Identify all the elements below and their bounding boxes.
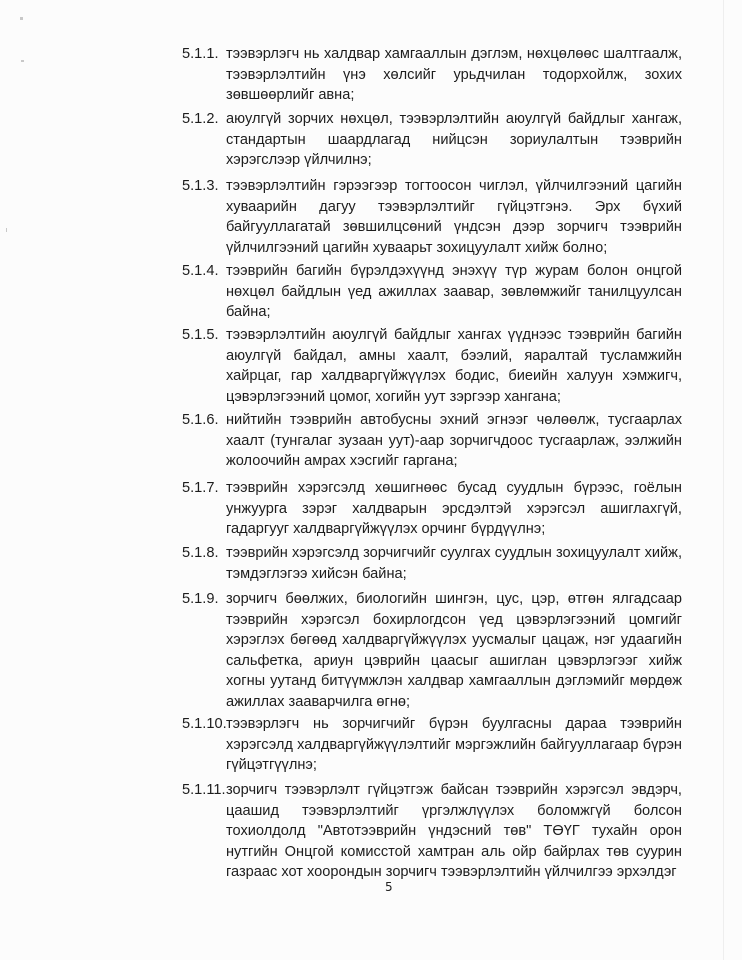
clause-number: 5.1.2. <box>182 111 219 127</box>
clause-number: 5.1.10. <box>182 716 227 732</box>
clause-text: тээвэрлэлтийн гэрээгээр тогтоосон чиглэл, үйлчилгээний цагийн хуваарийн дагуу тээвэрлэлтийг гүйцэтгэнэ. Эрх бүхий байгууллагатай зөвшилцсөний үндсэн дээр зорчигч тээврийн үйлчилгээний цагийн хуваарьт зохицуулалт хийж болно; <box>226 178 682 256</box>
clause-text: тээвэрлэгч нь халдвар хамгааллын дэглэм, нөхцөлөөс шалтгаалж, тээвэрлэлтийн үнэ хөлсийг урьдчилан тодорхойлж, зохих зөвшөөрлийг авна; <box>226 46 682 104</box>
clause-5-1-1 <box>182 44 682 106</box>
clause-number: 5.1.6. <box>182 412 219 428</box>
scan-speck <box>20 17 23 20</box>
clause-5-1-4 <box>182 261 682 323</box>
clause-number: 5.1.3. <box>182 178 219 194</box>
clause-number: 5.1.11. <box>182 782 226 798</box>
clause-text: зорчигч тээвэрлэлт гүйцэтгэж байсан тээврийн хэрэгсэл эвдэрч, цаашид тээвэрлэлтийг үргэлжлүүлэх боломжгүй болсон тохиолдолд "Автотээврийн үндэсний төв" ТӨҮГ тухайн орон нутгийн Онцгой комисстой хамтран аль ойр байрлах төв суурин газраас хот хоорондын зорчигч тээвэрлэлтийн үйлчилгээ эрхэлдэг <box>226 782 682 881</box>
clause-number: 5.1.1. <box>182 46 219 62</box>
clause-5-1-9 <box>182 589 682 713</box>
clause-text: тээврийн багийн бүрэлдэхүүнд энэхүү түр журам болон онцгой нөхцөл байдлын үед ажиллах заавар, зөвлөмжийг танилцуулсан байна; <box>226 263 682 321</box>
clause-number: 5.1.8. <box>182 545 219 561</box>
clause-text: тээврийн хэрэгсэлд зорчигчийг суулгах суудлын зохицуулалт хийж, тэмдэглэгээ хийсэн байна; <box>226 545 682 582</box>
clause-5-1-10 <box>182 714 682 776</box>
clause-text: тээвэрлэгч нь зорчигчийг бүрэн буулгасны дараа тээврийн хэрэгсэлд халдваргүйжүүлэлтийг мэргэжлийн байгууллагаар бүрэн гүйцэтгүүлнэ; <box>226 716 682 774</box>
clause-number: 5.1.9. <box>182 591 219 607</box>
clause-text: нийтийн тээврийн автобусны эхний эгнээг чөлөөлж, тусгаарлах хаалт (тунгалаг зузаан уут)-аар зорчигчдоос тусгаарлаж, ээлжийн жолоочийн амрах хэсгийг гаргана; <box>226 412 682 470</box>
scan-speck <box>6 228 7 232</box>
clause-text: зорчигч бөөлжих, биологийн шингэн, цус, цэр, өтгөн ялгадсаар тээврийн хэрэгсэл бохирлогдсон үед цэвэрлэгээний цомгийг хэрэглэх бөгөөд халдваргүйжүүлэх уусмалыг цацаж, нэг удаагийн сальфетка, ариун цэврийн цаасыг ашиглан цэвэрлэгээг хийж хогны уутанд битүүмжлэн халдвар хамгааллын дэглэмийг мөрдөж ажиллах зааварчилга өгнө; <box>226 591 682 710</box>
clause-5-1-7 <box>182 478 682 540</box>
clause-text: тээврийн хэрэгсэлд хөшигнөөс бусад суудлын бүрээс, гоёлын унжуурга зэрэг халдварын эрсдэлтэй хэрэгсэл ашиглахгүй, гадаргууг халдваргүйжүүлэх орчинг бүрдүүлнэ; <box>226 480 682 538</box>
page-number: 5 <box>385 880 393 894</box>
clause-text: тээвэрлэлтийн аюулгүй байдлыг хангах үүднээс тээврийн багийн аюулгүй байдал, амны хаалт, бээлий, яаралтай тусламжийн хайрцаг, гар халдваргүйжүүлэх бодис, биеийн халуун хэмжигч, цэвэрлэгээний цомог, хогийн уут зэргээр хангана; <box>226 327 682 405</box>
clause-number: 5.1.4. <box>182 263 219 279</box>
clause-5-1-11 <box>182 780 682 883</box>
page-edge-shadow <box>723 0 724 960</box>
clause-5-1-8 <box>182 543 682 584</box>
clause-number: 5.1.7. <box>182 480 219 496</box>
clause-5-1-6 <box>182 410 682 472</box>
clause-number: 5.1.5. <box>182 327 219 343</box>
scan-speck <box>21 60 24 62</box>
clause-5-1-5 <box>182 325 682 407</box>
clause-5-1-3 <box>182 176 682 258</box>
clause-5-1-2 <box>182 109 682 171</box>
clause-text: аюулгүй зорчих нөхцөл, тээвэрлэлтийн аюулгүй байдлыг хангаж, стандартын шаардлагад нийцсэн зориулалтын тээврийн хэрэгслээр үйлчилнэ; <box>226 111 682 169</box>
